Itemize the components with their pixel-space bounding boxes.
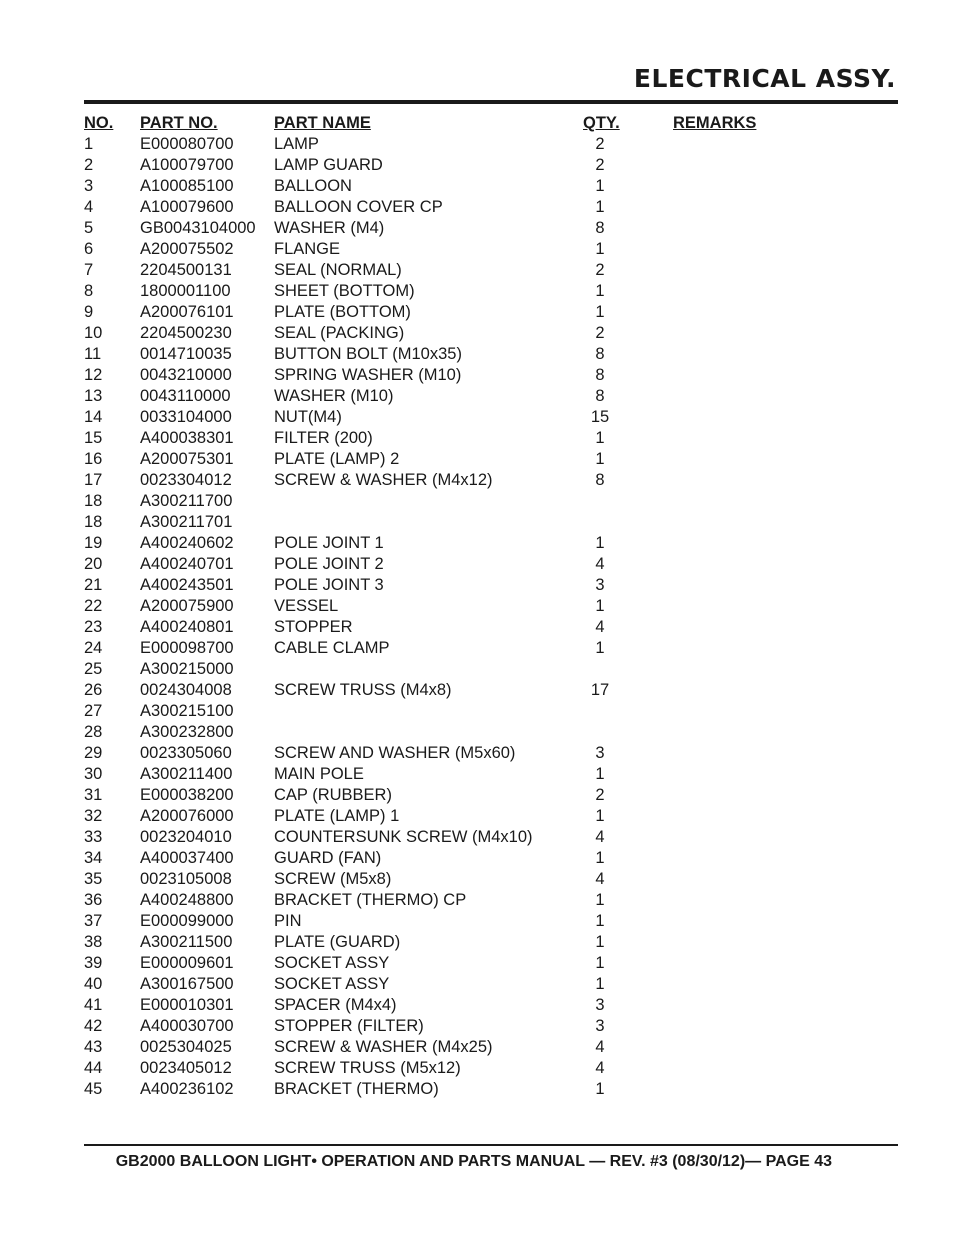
bottom-rule xyxy=(84,1144,898,1146)
row-number: 15 xyxy=(84,429,103,447)
row-qty: 1 xyxy=(595,933,605,951)
row-part-name: STOPPER (FILTER) xyxy=(274,1017,424,1035)
table-row xyxy=(84,491,898,512)
row-part-name: COUNTERSUNK SCREW (M4x10) xyxy=(274,828,533,846)
row-part-name: GUARD (FAN) xyxy=(274,849,382,867)
table-row xyxy=(84,281,898,302)
row-number: 8 xyxy=(84,282,94,300)
row-qty: 4 xyxy=(595,828,605,846)
table-row xyxy=(84,911,898,932)
row-part-no: E000010301 xyxy=(140,996,234,1014)
table-row xyxy=(84,470,898,491)
row-part-name: PLATE (LAMP) 2 xyxy=(274,450,400,468)
row-qty: 2 xyxy=(595,135,605,153)
row-qty: 3 xyxy=(595,744,605,762)
row-qty: 8 xyxy=(595,366,605,384)
table-row xyxy=(84,155,898,176)
row-part-no: 0023304012 xyxy=(140,471,232,489)
page-title: ELECTRICAL ASSY. xyxy=(633,64,896,93)
row-number: 37 xyxy=(84,912,103,930)
row-part-name: SCREW TRUSS (M5x12) xyxy=(274,1059,461,1077)
row-qty: 1 xyxy=(595,891,605,909)
row-part-name: POLE JOINT 2 xyxy=(274,555,384,573)
row-part-name: WASHER (M4) xyxy=(274,219,385,237)
row-part-no: 0043210000 xyxy=(140,366,232,384)
row-number: 9 xyxy=(84,303,94,321)
row-part-name: CABLE CLAMP xyxy=(274,639,390,657)
row-part-name: SOCKET ASSY xyxy=(274,975,390,993)
row-part-name: LAMP xyxy=(274,135,319,153)
row-qty: 1 xyxy=(595,282,605,300)
row-qty: 17 xyxy=(590,681,610,699)
row-part-no: 1800001100 xyxy=(140,282,231,300)
table-row xyxy=(84,890,898,911)
row-number: 30 xyxy=(84,765,103,783)
row-qty: 1 xyxy=(595,240,605,258)
table-row xyxy=(84,239,898,260)
row-number: 26 xyxy=(84,681,103,699)
table-row xyxy=(84,386,898,407)
row-part-no: 0023305060 xyxy=(140,744,232,762)
row-number: 28 xyxy=(84,723,103,741)
row-number: 14 xyxy=(84,408,103,426)
row-number: 43 xyxy=(84,1038,103,1056)
header-part-no: PART NO. xyxy=(140,114,218,132)
row-qty: 1 xyxy=(595,597,605,615)
row-part-no: A200076101 xyxy=(140,303,234,321)
row-part-name: BALLOON COVER CP xyxy=(274,198,443,216)
row-part-no: 2204500230 xyxy=(140,324,232,342)
row-number: 41 xyxy=(84,996,103,1014)
row-part-name: BRACKET (THERMO) xyxy=(274,1080,439,1098)
row-number: 45 xyxy=(84,1080,103,1098)
row-part-name: WASHER (M10) xyxy=(274,387,394,405)
row-number: 12 xyxy=(84,366,103,384)
top-rule xyxy=(84,100,898,104)
row-part-no: E000009601 xyxy=(140,954,234,972)
table-row xyxy=(84,596,898,617)
row-part-no: A200076000 xyxy=(140,807,234,825)
table-row xyxy=(84,722,898,743)
row-part-no: A300215100 xyxy=(140,702,234,720)
row-number: 44 xyxy=(84,1059,103,1077)
row-number: 29 xyxy=(84,744,103,762)
row-number: 25 xyxy=(84,660,103,678)
header-part-name: PART NAME xyxy=(274,114,371,132)
row-part-no: E000099000 xyxy=(140,912,234,930)
row-part-name: SPACER (M4x4) xyxy=(274,996,397,1014)
row-number: 5 xyxy=(84,219,94,237)
row-number: 35 xyxy=(84,870,103,888)
row-part-no: A300211700 xyxy=(140,492,233,510)
row-part-name: BUTTON BOLT (M10x35) xyxy=(274,345,462,363)
row-part-no: A400236102 xyxy=(140,1080,234,1098)
row-qty: 1 xyxy=(595,429,605,447)
row-part-no: A400240602 xyxy=(140,534,234,552)
row-part-no: A300215000 xyxy=(140,660,234,678)
row-part-no: A300211400 xyxy=(140,765,233,783)
row-number: 6 xyxy=(84,240,94,258)
table-row xyxy=(84,302,898,323)
table-row xyxy=(84,260,898,281)
row-qty: 4 xyxy=(595,1038,605,1056)
row-part-name: FILTER (200) xyxy=(274,429,373,447)
row-qty: 4 xyxy=(595,870,605,888)
row-part-name: PIN xyxy=(274,912,302,930)
row-qty: 8 xyxy=(595,471,605,489)
row-part-name: PLATE (GUARD) xyxy=(274,933,401,951)
table-row xyxy=(84,848,898,869)
row-number: 32 xyxy=(84,807,103,825)
row-number: 39 xyxy=(84,954,103,972)
table-row xyxy=(84,806,898,827)
row-part-name: SCREW AND WASHER (M5x60) xyxy=(274,744,516,762)
row-part-no: 0023105008 xyxy=(140,870,232,888)
row-number: 20 xyxy=(84,555,103,573)
table-header xyxy=(84,114,898,134)
row-part-name: SHEET (BOTTOM) xyxy=(274,282,415,300)
table-row xyxy=(84,533,898,554)
row-number: 40 xyxy=(84,975,103,993)
row-qty: 1 xyxy=(595,765,605,783)
table-row xyxy=(84,785,898,806)
table-row xyxy=(84,323,898,344)
row-qty: 2 xyxy=(595,156,605,174)
row-part-no: A300211701 xyxy=(140,513,233,531)
row-number: 10 xyxy=(84,324,103,342)
row-part-no: A100085100 xyxy=(140,177,234,195)
table-row xyxy=(84,197,898,218)
row-part-name: NUT(M4) xyxy=(274,408,342,426)
row-part-name: SCREW & WASHER (M4x25) xyxy=(274,1038,493,1056)
table-row xyxy=(84,407,898,428)
row-number: 27 xyxy=(84,702,103,720)
row-part-name: SCREW (M5x8) xyxy=(274,870,392,888)
row-part-no: 0033104000 xyxy=(140,408,232,426)
table-row xyxy=(84,953,898,974)
row-part-no: 0024304008 xyxy=(140,681,232,699)
row-qty: 4 xyxy=(595,1059,605,1077)
table-row xyxy=(84,554,898,575)
table-row xyxy=(84,617,898,638)
row-part-no: E000080700 xyxy=(140,135,234,153)
row-qty: 4 xyxy=(595,618,605,636)
row-qty: 3 xyxy=(595,996,605,1014)
row-part-name: CAP (RUBBER) xyxy=(274,786,392,804)
row-number: 16 xyxy=(84,450,103,468)
row-part-no: 0023405012 xyxy=(140,1059,232,1077)
row-number: 13 xyxy=(84,387,103,405)
table-row xyxy=(84,974,898,995)
row-qty: 15 xyxy=(590,408,610,426)
row-part-no: 0025304025 xyxy=(140,1038,232,1056)
row-qty: 1 xyxy=(595,450,605,468)
row-part-no: A300232800 xyxy=(140,723,234,741)
row-qty: 1 xyxy=(595,639,605,657)
row-number: 38 xyxy=(84,933,103,951)
row-number: 1 xyxy=(84,135,94,153)
row-qty: 1 xyxy=(595,954,605,972)
row-qty: 3 xyxy=(595,1017,605,1035)
row-part-no: 0043110000 xyxy=(140,387,231,405)
row-part-no: GB0043104000 xyxy=(140,219,256,237)
header-no: NO. xyxy=(84,114,114,132)
row-part-name: SPRING WASHER (M10) xyxy=(274,366,462,384)
row-number: 21 xyxy=(84,576,103,594)
row-part-name: SOCKET ASSY xyxy=(274,954,390,972)
header-qty: QTY. xyxy=(583,114,620,132)
row-number: 23 xyxy=(84,618,103,636)
row-qty: 2 xyxy=(595,261,605,279)
row-part-no: A200075301 xyxy=(140,450,234,468)
row-part-no: 2204500131 xyxy=(140,261,232,279)
table-row xyxy=(84,134,898,155)
parts-table xyxy=(84,134,898,1100)
row-qty: 2 xyxy=(595,786,605,804)
row-part-name: PLATE (BOTTOM) xyxy=(274,303,411,321)
row-qty: 1 xyxy=(595,975,605,993)
table-row xyxy=(84,176,898,197)
row-part-name: LAMP GUARD xyxy=(274,156,383,174)
row-part-name: POLE JOINT 1 xyxy=(274,534,384,552)
row-part-name: MAIN POLE xyxy=(274,765,364,783)
row-qty: 1 xyxy=(595,198,605,216)
table-row xyxy=(84,932,898,953)
row-part-name: SCREW TRUSS (M4x8) xyxy=(274,681,452,699)
table-row xyxy=(84,1058,898,1079)
row-qty: 1 xyxy=(595,849,605,867)
table-row xyxy=(84,1079,898,1100)
row-part-name: BRACKET (THERMO) CP xyxy=(274,891,467,909)
row-part-no: A400030700 xyxy=(140,1017,234,1035)
row-part-name: BALLOON xyxy=(274,177,352,195)
row-qty: 2 xyxy=(595,324,605,342)
row-part-no: A300211500 xyxy=(140,933,233,951)
table-row xyxy=(84,869,898,890)
table-row xyxy=(84,680,898,701)
row-qty: 1 xyxy=(595,303,605,321)
row-part-no: A400243501 xyxy=(140,576,234,594)
row-number: 42 xyxy=(84,1017,103,1035)
row-part-no: A100079600 xyxy=(140,198,234,216)
row-part-no: E000098700 xyxy=(140,639,234,657)
row-qty: 8 xyxy=(595,387,605,405)
table-row xyxy=(84,218,898,239)
table-row xyxy=(84,1016,898,1037)
row-number: 33 xyxy=(84,828,103,846)
row-number: 31 xyxy=(84,786,103,804)
table-row xyxy=(84,995,898,1016)
row-qty: 8 xyxy=(595,345,605,363)
row-part-no: A300167500 xyxy=(140,975,234,993)
row-qty: 8 xyxy=(595,219,605,237)
row-part-name: SEAL (PACKING) xyxy=(274,324,405,342)
table-row xyxy=(84,701,898,722)
row-number: 18 xyxy=(84,513,103,531)
row-part-no: E000038200 xyxy=(140,786,234,804)
table-row xyxy=(84,659,898,680)
table-row xyxy=(84,743,898,764)
row-part-no: A400248800 xyxy=(140,891,234,909)
row-number: 3 xyxy=(84,177,94,195)
row-part-name: POLE JOINT 3 xyxy=(274,576,384,594)
row-number: 24 xyxy=(84,639,103,657)
row-number: 4 xyxy=(84,198,94,216)
row-number: 7 xyxy=(84,261,94,279)
row-part-no: A400037400 xyxy=(140,849,234,867)
row-part-no: A200075502 xyxy=(140,240,234,258)
header-remarks: REMARKS xyxy=(673,114,757,132)
table-row xyxy=(84,365,898,386)
row-part-name: SCREW & WASHER (M4x12) xyxy=(274,471,493,489)
table-row xyxy=(84,449,898,470)
row-qty: 4 xyxy=(595,555,605,573)
row-part-name: FLANGE xyxy=(274,240,341,258)
row-part-name: PLATE (LAMP) 1 xyxy=(274,807,400,825)
row-number: 11 xyxy=(84,345,102,363)
table-row xyxy=(84,575,898,596)
page-footer: GB2000 BALLOON LIGHT• OPERATION AND PARTS MANUAL — REV. #3 (08/30/12)— PAGE 43 xyxy=(115,1153,832,1170)
row-qty: 3 xyxy=(595,576,605,594)
row-number: 34 xyxy=(84,849,103,867)
table-row xyxy=(84,344,898,365)
row-qty: 1 xyxy=(595,1080,605,1098)
row-part-name: STOPPER xyxy=(274,618,353,636)
row-number: 19 xyxy=(84,534,103,552)
row-qty: 1 xyxy=(595,177,605,195)
table-row xyxy=(84,1037,898,1058)
row-part-name: SEAL (NORMAL) xyxy=(274,261,402,279)
table-row xyxy=(84,638,898,659)
row-qty: 1 xyxy=(595,534,605,552)
row-number: 22 xyxy=(84,597,103,615)
row-part-no: 0014710035 xyxy=(140,345,232,363)
row-part-no: A400240701 xyxy=(140,555,234,573)
row-part-name: VESSEL xyxy=(274,597,339,615)
row-number: 36 xyxy=(84,891,103,909)
table-row xyxy=(84,764,898,785)
row-part-no: A400240801 xyxy=(140,618,234,636)
table-row xyxy=(84,827,898,848)
row-qty: 1 xyxy=(595,912,605,930)
row-qty: 1 xyxy=(595,807,605,825)
row-number: 18 xyxy=(84,492,103,510)
row-number: 17 xyxy=(84,471,103,489)
row-part-no: A100079700 xyxy=(140,156,234,174)
row-part-no: A400038301 xyxy=(140,429,234,447)
row-part-no: 0023204010 xyxy=(140,828,232,846)
row-part-no: A200075900 xyxy=(140,597,234,615)
row-number: 2 xyxy=(84,156,94,174)
table-row xyxy=(84,428,898,449)
table-row xyxy=(84,512,898,533)
